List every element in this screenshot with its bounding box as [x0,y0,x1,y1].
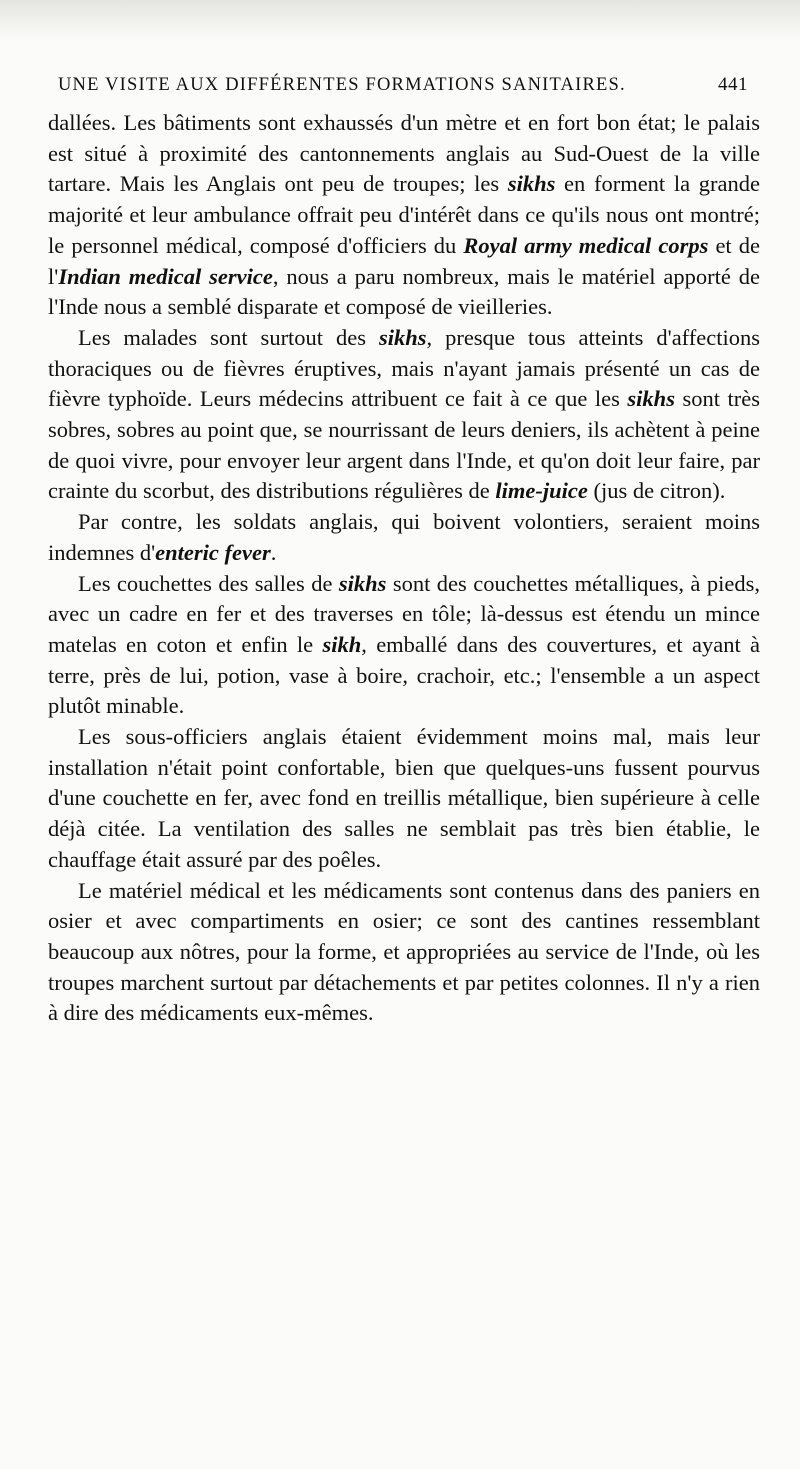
text-run: Les couchettes des salles de [78,570,339,596]
italic-term: sikh [322,631,362,657]
paragraph [48,507,760,568]
paragraph [48,569,760,723]
text-run: Les sous-officiers anglais étaient évidemment moins mal, mais leur installation n'était point confortable, bien que quelques-uns fussent pourvus d'une couchette en fer, avec fond en treillis métallique, bien supérieure à celle déjà citée. La ventilation des salles ne semblait pas très bien établie, le chauffage était assuré par des poêles. [48,724,760,872]
italic-term: sikhs [338,570,387,596]
text-run: (jus de citron). [587,478,726,504]
text-run: dallées. Les bâtiments sont exhaussés d'un mètre et en fort bon état; le palais est situé à proximité des cantonnements anglais au Sud-Ouest de la ville tartare. Mais les Anglais ont peu de troupes; les [48,110,760,197]
scan-top-edge [0,0,800,40]
text-run: sont très sobres, sobres au point que, se nourrissant de leurs deniers, ils achètent à peine de quoi vivre, pour envoyer leur argent dans l'Inde, et qu'on doit leur faire, par crainte du scorbut, des distributions régulières de [48,386,760,504]
text-run: Les malades sont surtout des [78,324,379,350]
italic-term: sikhs [378,324,427,350]
text-run: en forment la grande majorité et leur ambulance offrait peu d'intérêt dans ce qu'ils nous ont montré; le personnel médical, composé d'officiers du [48,171,760,258]
italic-term: lime-juice [495,478,588,504]
text-run: , presque tous atteints d'affections thoraciques ou de fièvres éruptives, mais n'ayant jamais présenté un cas de fièvre typhoïde. Leurs médecins attribuent ce fait à ce que les [48,324,760,412]
page-number: 441 [718,74,748,95]
text-run: sont des couchettes métalliques, à pieds, avec un cadre en fer et des traverses en tôle; là-dessus est étendu un mince matelas en coton et enfin le [48,570,760,657]
paragraph [48,323,760,507]
running-title: UNE VISITE AUX DIFFÉRENTES FORMATIONS SANITAIRES. [58,75,626,95]
paragraph [48,108,760,323]
italic-term: sikhs [627,386,675,412]
paragraph [48,722,760,876]
text-run: Par contre, les soldats anglais, qui boivent volontiers, seraient moins indemnes d' [48,509,760,565]
text-run: , nous a paru nombreux, mais le matériel apporté de l'Inde nous a semblé disparate et composé de vieilleries. [48,263,760,320]
running-header [58,74,748,102]
italic-term: Indian medical service [58,263,273,289]
italic-term: enteric fever [155,539,271,565]
text-run: , emballé dans des couvertures, et ayant à terre, près de lui, potion, vase à boire, crachoir, etc.; l'ensemble a un aspect plutôt minable. [48,631,760,719]
italic-term: sikhs [507,171,556,197]
italic-term: Royal army medical corps [463,232,709,258]
paragraph [48,876,760,1030]
text-run: Le matériel médical et les médicaments sont contenus dans des paniers en osier et avec compartiments en osier; ce sont des cantines ressemblant beaucoup aux nôtres, pour la forme, et appropriées au service de l'Inde, où les troupes marchent surtout par détachements et par petites colonnes. Il n'y a rien à dire des médicaments eux-mêmes. [48,877,760,1026]
text-run: et de l' [48,232,760,289]
body-text [48,108,760,1029]
text-run: . [270,539,277,565]
